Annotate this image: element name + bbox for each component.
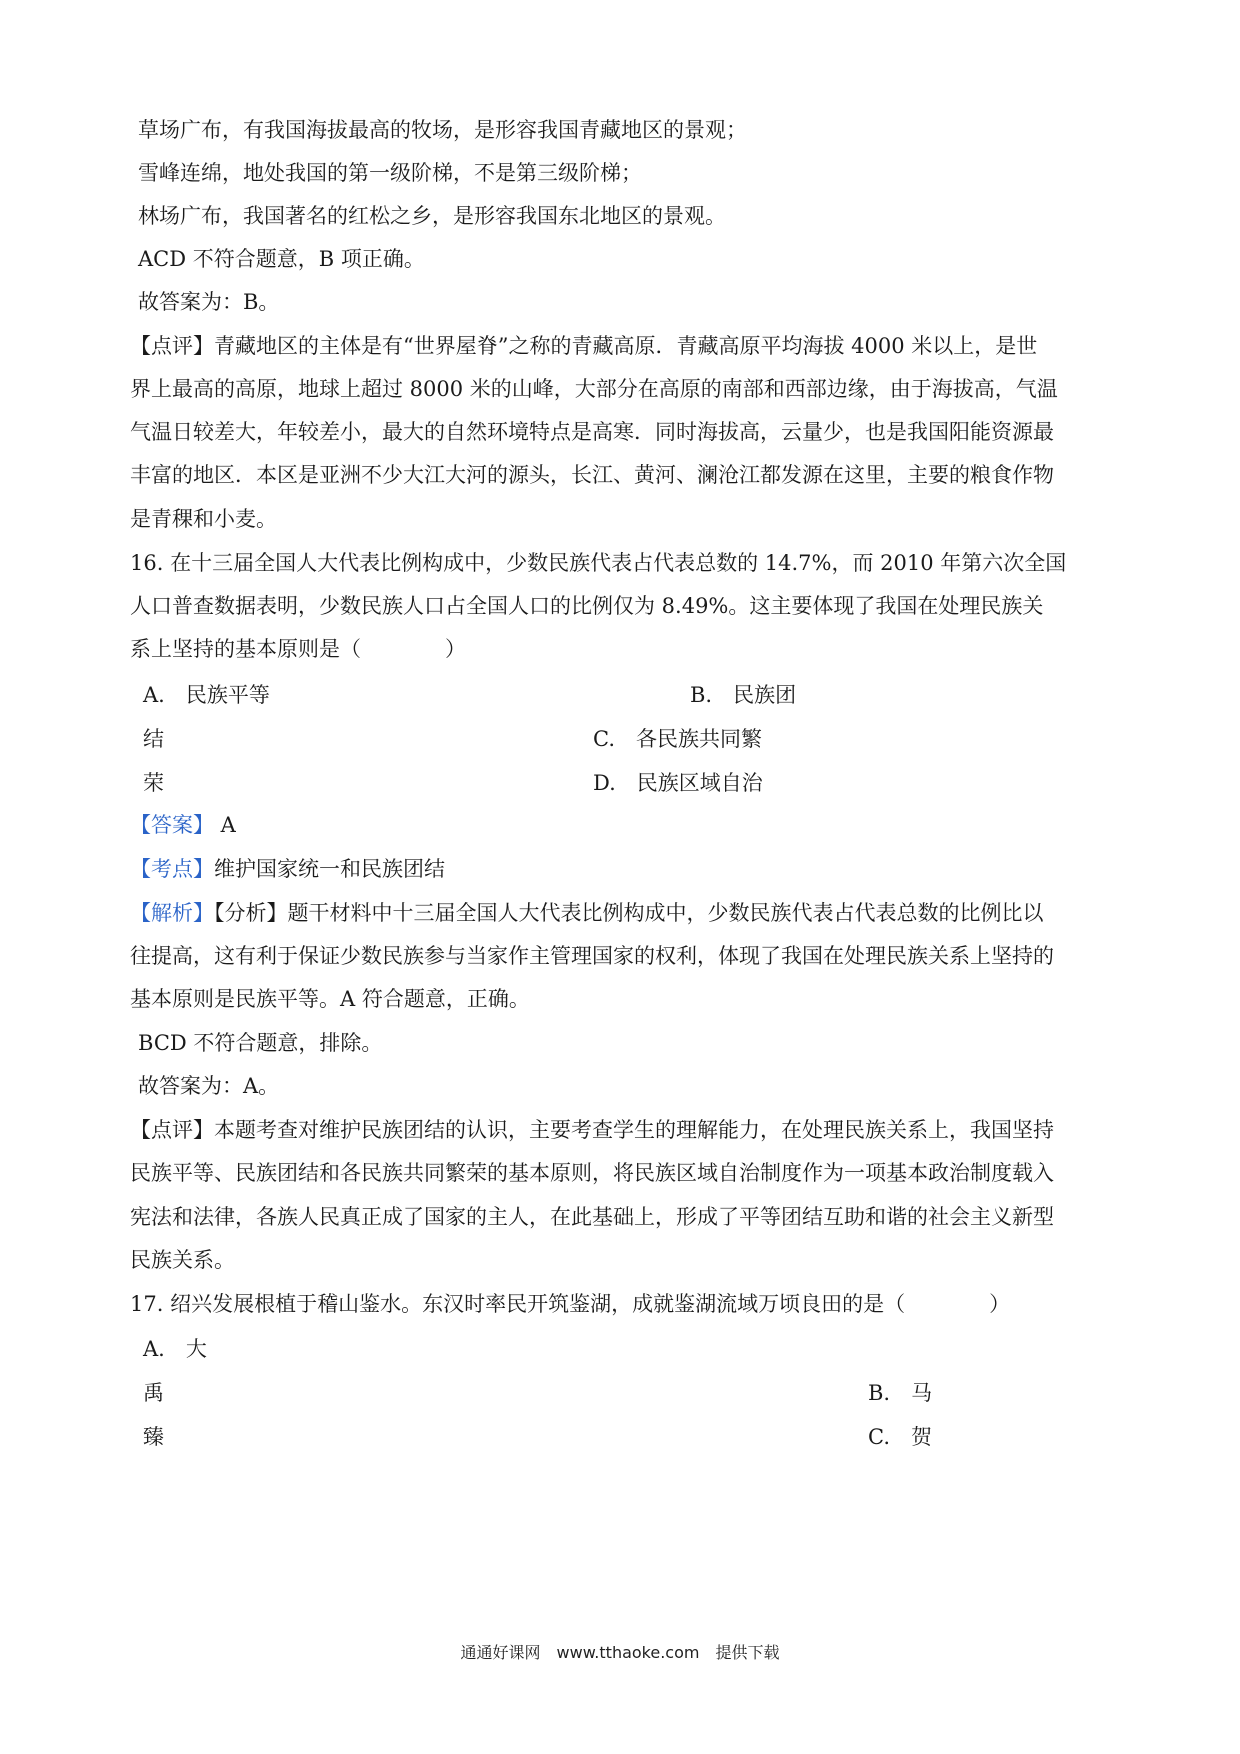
text-line: 是青稞和小麦。 [130, 507, 277, 531]
text-line: 往提高，这有利于保证少数民族参与当家作主管理国家的权利，体现了我国在处理民族关系上坚持的 [130, 944, 1054, 968]
comment-paragraph [130, 1118, 1054, 1142]
option-a-continued: 禹 [143, 1381, 164, 1405]
answer-line: 故答案为：A。 [138, 1074, 280, 1098]
point-tag: 【考点】 [130, 857, 214, 881]
analysis-row [130, 901, 1044, 925]
text-line: 气温日较差大，年较差小，最大的自然环境特点是高寒．同时海拔高，云量少，也是我国阳能资源最 [130, 420, 1054, 444]
analysis-text: 【分析】题干材料中十三届全国人大代表比例构成中，少数民族代表占代表总数的比例比以 [214, 901, 1044, 925]
text-line: 人口普查数据表明，少数民族人口占全国人口的比例仅为 8.49%。这主要体现了我国在处理民族关 [130, 594, 1044, 618]
text-line: 雪峰连绵，地处我国的第一级阶梯，不是第三级阶梯； [138, 161, 642, 185]
option-c: C. 贺 [868, 1425, 932, 1449]
analysis-tag: 【解析】 [130, 901, 214, 925]
question-16-stem: 16. 在十三届全国人大代表比例构成中，少数民族代表占代表总数的 14.7%，而 2010 年第六次全国 [130, 551, 1067, 575]
text-line: 民族平等、民族团结和各民族共同繁荣的基本原则，将民族区域自治制度作为一项基本政治制度载入 [130, 1161, 1054, 1185]
option-b-continued: 结 [143, 727, 164, 751]
comment-tag: 【点评】 [130, 1118, 214, 1142]
point-text: 维护国家统一和民族团结 [214, 857, 445, 881]
option-b-continued: 臻 [143, 1425, 164, 1449]
comment-tag: 【点评】 [130, 334, 214, 358]
option-a: A. 大 [143, 1337, 207, 1361]
answer-line: 故答案为：B。 [138, 290, 280, 314]
answer-tag: 【答案】 [130, 813, 214, 837]
answer-value: A [214, 813, 236, 837]
option-c-continued: 荣 [143, 771, 164, 795]
option-b: B. 民族团 [690, 683, 797, 707]
comment-paragraph [130, 334, 1037, 358]
point-row [130, 857, 445, 881]
text-line: 民族关系。 [130, 1248, 235, 1272]
option-b: B. 马 [868, 1381, 933, 1405]
page-footer: 通通好课网 www.tthaoke.com 提供下载 [460, 1643, 780, 1662]
question-17-stem: 17. 绍兴发展根植于稽山鉴水。东汉时率民开筑鉴湖，成就鉴湖流域万顷良田的是（ ） [130, 1292, 1011, 1316]
text-line: 丰富的地区．本区是亚洲不少大江大河的源头，长江、黄河、澜沧江都发源在这里，主要的粮食作物 [130, 463, 1054, 487]
text-line: 系上坚持的基本原则是（ ） [130, 637, 466, 661]
text-line: 宪法和法律，各族人民真正成了国家的主人，在此基础上，形成了平等团结互助和谐的社会主义新型 [130, 1205, 1054, 1229]
text-line: 基本原则是民族平等。A 符合题意，正确。 [130, 987, 530, 1011]
option-d: D. 民族区域自治 [593, 771, 763, 795]
text-line: BCD 不符合题意，排除。 [138, 1031, 383, 1055]
text-line: ACD 不符合题意，B 项正确。 [138, 247, 425, 271]
comment-text: 青藏地区的主体是有“世界屋脊”之称的青藏高原．青藏高原平均海拔 4000 米以上，是世 [214, 334, 1038, 358]
comment-text: 本题考查对维护民族团结的认识，主要考查学生的理解能力，在处理民族关系上，我国坚持 [214, 1118, 1054, 1142]
text-line: 界上最高的高原，地球上超过 8000 米的山峰，大部分在高原的南部和西部边缘，由于海拔高，气温 [130, 377, 1058, 401]
option-a: A. 民族平等 [143, 683, 270, 707]
text-line: 草场广布，有我国海拔最高的牧场，是形容我国青藏地区的景观； [138, 118, 747, 142]
answer-row [130, 813, 236, 837]
option-c: C. 各民族共同繁 [593, 727, 762, 751]
text-line: 林场广布，我国著名的红松之乡，是形容我国东北地区的景观。 [138, 204, 726, 228]
